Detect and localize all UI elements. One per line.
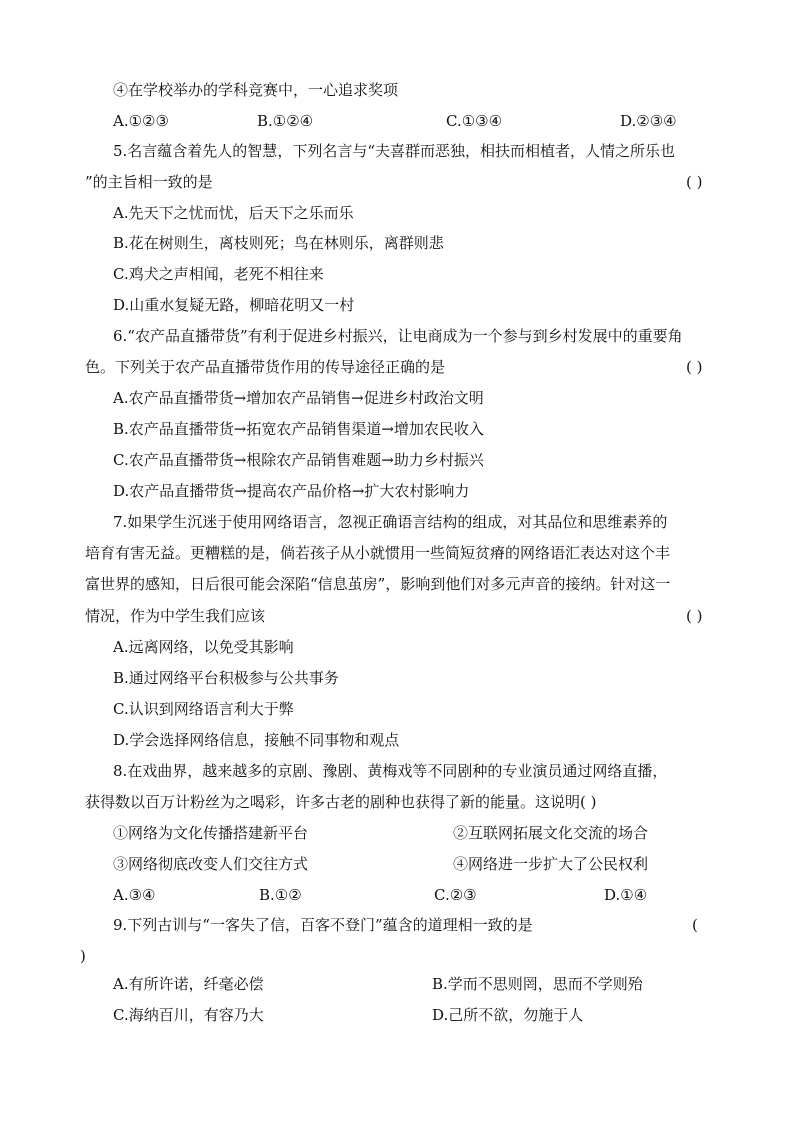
- q7-option-a: A.远离网络，以免受其影响: [113, 638, 294, 656]
- q8-option-a: A.③④: [113, 886, 156, 904]
- q4-option-c: C.①③④: [446, 112, 503, 130]
- q6-option-a: A.农产品直播带货→增加农产品销售→促进乡村政治文明: [113, 389, 484, 407]
- q9-paren-open: (: [692, 916, 698, 934]
- q9-stem-line-1: 9.下列古训与“一客失了信，百客不登门”蕴含的道理相一致的是: [113, 916, 533, 934]
- q7-answer-paren: ( ): [686, 607, 703, 625]
- q5-option-d: D.山重水复疑无路，柳暗花明又一村: [113, 296, 355, 314]
- q8-item-3: ③网络彻底改变人们交往方式: [113, 855, 309, 873]
- q7-option-c: C.认识到网络语言利大于弊: [113, 700, 294, 718]
- q7-stem-line-4: 情况，作为中学生我们应该: [85, 607, 266, 625]
- q7-option-d: D.学会选择网络信息，接触不同事物和观点: [113, 731, 400, 749]
- q9-option-a: A.有所许诺，纤毫必偿: [113, 975, 264, 993]
- q6-stem-line-1: 6.“农产品直播带货”有利于促进乡村振兴，让电商成为一个参与到乡村发展中的重要角: [113, 327, 683, 345]
- q8-item-1: ①网络为文化传播搭建新平台: [113, 824, 309, 842]
- q8-item-2: ②互联网拓展文化交流的场合: [453, 824, 649, 842]
- q6-answer-paren: ( ): [686, 358, 703, 376]
- q9-option-c: C.海纳百川，有容乃大: [113, 1006, 264, 1024]
- q4-option-d: D.②③④: [620, 112, 677, 130]
- q5-answer-paren: ( ): [686, 173, 703, 191]
- q7-stem-line-1: 7.如果学生沉迷于使用网络语言，忽视正确语言结构的组成，对其品位和思维素养的: [113, 513, 668, 531]
- q5-stem-line-1: 5.名言蕴含着先人的智慧，下列名言与“夫喜群而恶独，相扶而相植者，人情之所乐也: [113, 142, 675, 160]
- q6-option-c: C.农产品直播带货→根除农产品销售难题→助力乡村振兴: [113, 451, 484, 469]
- q8-stem-line-1: 8.在戏曲界，越来越多的京剧、豫剧、黄梅戏等不同剧种的专业演员通过网络直播，: [113, 762, 668, 780]
- q8-option-d: D.①④: [604, 886, 648, 904]
- q8-item-4: ④网络进一步扩大了公民权利: [453, 855, 649, 873]
- q9-paren-close: ): [80, 947, 86, 965]
- q7-stem-line-3: 富世界的感知，日后很可能会深陷“信息茧房”，影响到他们对多元声音的接纳。针对这一: [85, 575, 671, 593]
- q5-option-c: C.鸡犬之声相闻，老死不相往来: [113, 265, 324, 283]
- q6-option-b: B.农产品直播带货→拓宽农产品销售渠道→增加农民收入: [113, 420, 484, 438]
- q8-option-c: C.②③: [434, 886, 477, 904]
- q7-option-b: B.通过网络平台积极参与公共事务: [113, 669, 339, 687]
- q4-item-4: ④在学校举办的学科竞赛中，一心追求奖项: [113, 81, 399, 99]
- q6-stem-line-2: 色。下列关于农产品直播带货作用的传导途径正确的是: [85, 358, 446, 376]
- q8-option-b: B.①②: [259, 886, 302, 904]
- q6-option-d: D.农产品直播带货→提高农产品价格→扩大农村影响力: [113, 482, 470, 500]
- q5-option-b: B.花在树则生，离枝则死；鸟在林则乐，离群则悲: [113, 234, 444, 252]
- q9-option-d: D.己所不欲，勿施于人: [432, 1006, 584, 1024]
- q9-option-b: B.学而不思则罔，思而不学则殆: [432, 975, 643, 993]
- q4-option-a: A.①②③: [113, 112, 169, 130]
- q5-option-a: A.先天下之忧而忧，后天下之乐而乐: [113, 204, 354, 222]
- q4-option-b: B.①②④: [257, 112, 314, 130]
- q7-stem-line-2: 培育有害无益。更糟糕的是，倘若孩子从小就惯用一些简短贫瘠的网络语汇表达对这个丰: [85, 544, 671, 562]
- q5-stem-line-2: ”的主旨相一致的是: [85, 173, 213, 191]
- q8-stem-line-2: 获得数以百万计粉丝为之喝彩，许多古老的剧种也获得了新的能量。这说明( ): [85, 793, 597, 811]
